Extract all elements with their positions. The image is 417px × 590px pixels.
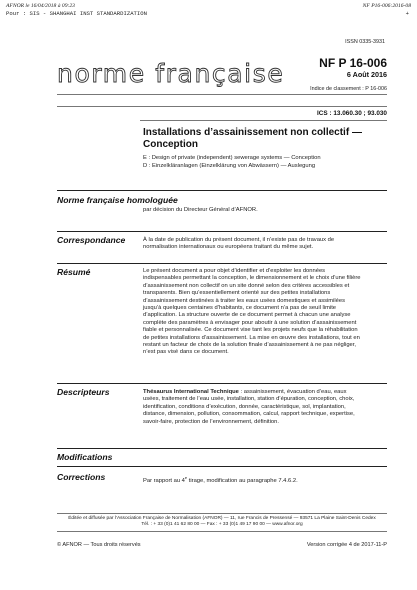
title-english: E : Design of private (independent) sewerage systems — Conception: [143, 155, 321, 161]
descripteurs-line: identification, conditions d’exécution, donnée, caractéristique, sol, implantation,: [143, 403, 346, 410]
homologuee-label: Norme française homologuée: [57, 195, 178, 205]
document-title-line2: Conception: [143, 139, 198, 150]
print-stamp-plus: +: [405, 10, 409, 17]
thesaurus-lead: Thésaurus International Technique: [143, 389, 239, 395]
divider-descripteurs: [57, 383, 387, 384]
descripteurs-first-rest: : assainissement, évacuation d’eau, eaux: [238, 389, 347, 395]
descripteurs-text: [143, 389, 387, 426]
divider-homologuee: [57, 190, 387, 191]
publisher-address: Éditée et diffusée par l’Association Française de Normalisation (AFNOR) — 11, rue Francis de Pressensé — 93571 La Plaine Saint-Denis Cedex: [68, 516, 376, 521]
corrections-text: Par rapport au 4e tirage, modification au paragraphe 7.4.6.2.: [143, 475, 298, 484]
standard-number: NF P 16-006: [319, 56, 387, 70]
divider-ics-bottom: [140, 120, 387, 121]
descripteurs-line: distance, dimension, pollution, consommation, calcul, rapport technique, expertise,: [143, 411, 355, 418]
divider-modifications: [57, 448, 387, 449]
resume-line: n’est pas visé dans ce document.: [143, 349, 229, 356]
correspondance-line: À la date de publication du présent document, il n’existe pas de travaux de: [143, 237, 335, 243]
print-stamp-date: AFNOR le 16/04/2018 à 09:23: [6, 3, 75, 9]
correspondance-line: normalisation internationaux ou européens traitant du même sujet.: [143, 244, 314, 251]
issn: ISSN 0335-3931: [345, 39, 385, 45]
document-title-line1: Installations d’assainissement non collectif —: [143, 127, 362, 138]
resume-line: complète des paramètres à envisager pour aboutir à une solution d’assainissement: [143, 319, 357, 326]
corrections-label: Corrections: [57, 472, 106, 482]
resume-line: jusqu’à quelques centaines d’habitants, ce document n’a pas de seuil limite: [143, 305, 337, 312]
copyright: © AFNOR — Tous droits réservés: [57, 542, 141, 548]
resume-line: d’application. La structure ouverte de ce document permet à chacun une analyse: [143, 312, 351, 319]
divider-top: [57, 94, 387, 95]
correspondance-label: Correspondance: [57, 235, 126, 245]
modifications-label: Modifications: [57, 452, 113, 462]
correspondance-text: [143, 237, 387, 252]
resume-line: restant un facteur de choix de la solution finale d’assainissement à ne pas négliger,: [143, 342, 357, 349]
divider-bottom: [57, 531, 387, 532]
print-stamp-recipient: Pour : SIS - SHANGHAI INST STANDARDIZATION: [6, 10, 147, 17]
descripteurs-line: [143, 389, 387, 396]
divider-footer: [57, 513, 387, 514]
ics-codes: ICS : 13.060.30 ; 93.030: [317, 110, 387, 117]
descripteurs-line: savoir-faire, protection de l’environnement, définition.: [143, 418, 279, 425]
publisher-contact: Tél. : + 33 (0)1 41 62 80 00 — Fax : + 33 (0)1 49 17 90 00 — www.afnor.org: [141, 522, 303, 527]
divider-correspondance: [57, 231, 387, 232]
resume-line: transparents. Bien qu’essentiellement orienté sur des petites installations: [143, 290, 331, 297]
resume-label: Résumé: [57, 267, 91, 277]
classement-index: Indice de classement : P 16-006: [310, 86, 387, 92]
print-stamp-reference: NF P16-006:2016-08: [362, 3, 411, 9]
norme-francaise-logotype: norme française: [57, 59, 285, 88]
descripteurs-line: usées, traitement de l’eau usée, installation, station d’épuration, conception, choix,: [143, 396, 355, 403]
resume-line: d’assainissement non collectif on un site donné selon des critères accessibles et: [143, 282, 350, 289]
title-german: D : Einzelkläranlagen (Einzelklärung von Abwässern) — Auslegung: [143, 163, 316, 169]
resume-text: [143, 268, 387, 357]
resume-line: fiable et personnalisée. Ce document vise tant les projets neufs que la réhabilitation: [143, 327, 358, 334]
homologuee-text: par décision du Directeur Général d’AFNOR.: [143, 207, 258, 213]
divider-resume: [57, 263, 387, 264]
resume-line: indispensables permettant la conception, le dimensionnement et le choix d’une filière: [143, 275, 361, 282]
resume-line: Le présent document a pour objet d’identifier et d’exploiter les données: [143, 268, 326, 274]
resume-line: de petites installations d’assainissement. La mise en œuvre des installations, tout en: [143, 334, 360, 341]
version-note: Version corrigée 4 de 2017-11-P: [306, 542, 387, 548]
publication-date: 6 Août 2016: [346, 70, 387, 79]
divider-ics-top: [57, 106, 387, 107]
resume-line: d’assainissement destinées à traiter les eaux usées domestiques et assimilées: [143, 297, 346, 304]
divider-corrections: [57, 466, 387, 467]
descripteurs-label: Descripteurs: [57, 387, 110, 397]
